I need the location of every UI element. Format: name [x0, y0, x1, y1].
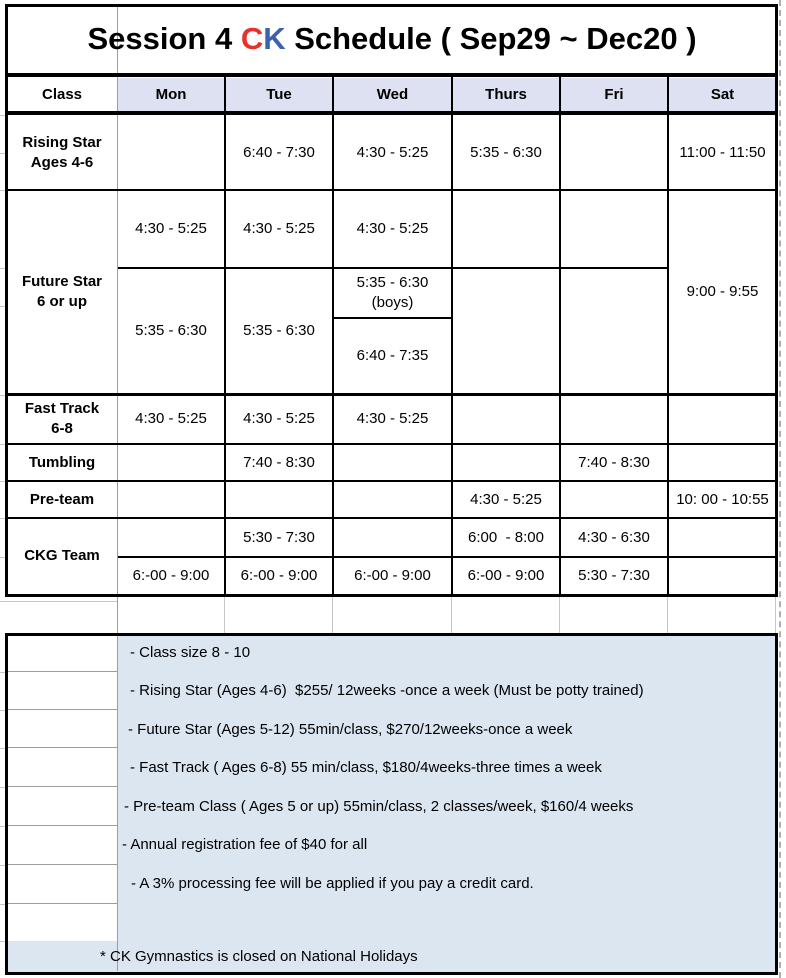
gridline [0, 601, 117, 602]
cell-future-star-late-mon: 5:35 - 6:30 [135, 321, 207, 339]
row-label-line: 6 or up [36, 293, 87, 310]
gridline [667, 597, 668, 633]
column-header-mon: Mon [155, 85, 187, 103]
time-range: 5:35 - 6:30 [356, 273, 429, 291]
row-label-tumbling: Tumbling [28, 453, 96, 471]
column-header-tue: Tue [266, 85, 292, 103]
column-border [559, 77, 561, 594]
note-line: - Rising Star (Ages 4-6) $255/ 12weeks -once a week (Must be potty trained) [130, 682, 644, 699]
column-header-class: Class [41, 85, 83, 103]
title-bottom-border [6, 73, 778, 77]
note-line: - Fast Track ( Ages 6-8) 55 min/class, $180/4weeks-three times a week [130, 759, 602, 776]
page-title [6, 7, 778, 71]
cell-future-star-early-wed: 4:30 - 5:25 [356, 219, 429, 237]
cell-pre-team-thurs: 4:30 - 5:25 [470, 490, 542, 508]
note-line: - Class size 8 - 10 [130, 644, 251, 661]
row-label-pre-team: Pre-team [29, 490, 95, 508]
boys-note: (boys) [371, 293, 414, 311]
cell-ckg-team-row1-fri: 4:30 - 6:30 [578, 528, 650, 546]
note-line: - A 3% processing fee will be applied if you pay a credit card. [131, 875, 534, 892]
cell-rising-star-sat: 11:00 - 11:50 [679, 143, 766, 161]
gridline [224, 597, 225, 633]
note-line: - Future Star (Ages 5-12) 55min/class, $270/12weeks-once a week [128, 721, 573, 738]
row-label-line: Future Star [21, 273, 102, 290]
row-label-line: Ages 4-6 [30, 153, 94, 171]
cell-tumbling-fri: 7:40 - 8:30 [578, 453, 650, 471]
cell-ckg-team-row1-tue: 5:30 - 7:30 [243, 528, 315, 546]
title-letter-c: C [240, 21, 264, 56]
cell-ckg-team-row1-thurs: 6:00 - 8:00 [468, 528, 544, 546]
row-label-line: Rising Star [22, 133, 102, 151]
gridline [332, 597, 333, 633]
note-line: - Annual registration fee of $40 for all [122, 836, 368, 853]
row-label-fast-track [8, 395, 116, 443]
cell-pre-team-sat: 10: 00 - 10:55 [676, 490, 769, 508]
cell-ckg-team-row2-mon: 6:-00 - 9:00 [132, 566, 210, 584]
column-header-fri: Fri [604, 85, 624, 103]
row-label-line: Fast Track [24, 400, 100, 417]
cell-ckg-team-row2-thurs: 6:-00 - 9:00 [467, 566, 545, 584]
cell-fast-track-wed: 4:30 - 5:25 [356, 410, 429, 427]
cell-future-star-wed-late: 6:40 - 7:35 [356, 346, 429, 364]
gridline [775, 597, 776, 633]
row-label-ckg-team: CKG Team [24, 547, 100, 564]
row-label-line: 6-8 [51, 420, 73, 437]
cell-ckg-team-row2-tue: 6:-00 - 9:00 [240, 566, 318, 584]
column-header-sat: Sat [710, 85, 735, 103]
row-label-rising-star [8, 115, 116, 190]
print-area-dashed-line [779, 0, 781, 978]
cell-ckg-team-row2-wed: 6:-00 - 9:00 [354, 566, 431, 584]
gridline [559, 597, 560, 633]
cell-rising-star-thurs: 5:35 - 6:30 [470, 143, 542, 161]
footnote: * CK Gymnastics is closed on National Holidays [100, 948, 418, 965]
cell-future-star-early-tue: 4:30 - 5:25 [243, 219, 315, 237]
cell-tumbling-tue: 7:40 - 8:30 [243, 453, 315, 471]
cell-fast-track-mon: 4:30 - 5:25 [135, 410, 207, 427]
column-header-thurs: Thurs [485, 85, 527, 103]
cell-fast-track-tue: 4:30 - 5:25 [243, 410, 315, 427]
title-text: Schedule ( Sep29 ~ Dec20 ) [285, 21, 697, 56]
cell-future-star-late-tue: 5:35 - 6:30 [243, 321, 315, 339]
cell-rising-star-wed: 4:30 - 5:25 [356, 143, 429, 161]
cell-future-star-wed-boys [334, 268, 451, 317]
cell-future-star-sat: 9:00 - 9:55 [686, 283, 759, 300]
column-header-wed: Wed [376, 85, 409, 103]
note-line: - Pre-team Class ( Ages 5 or up) 55min/class, 2 classes/week, $160/4 weeks [124, 798, 634, 815]
row-label-future-star [8, 190, 116, 394]
cell-rising-star-tue: 6:40 - 7:30 [243, 143, 315, 161]
title-letter-k: K [263, 21, 286, 56]
cell-future-star-early-mon: 4:30 - 5:25 [135, 219, 207, 237]
title-text: Session 4 [87, 21, 241, 56]
gridline [451, 597, 452, 633]
cell-ckg-team-row2-fri: 5:30 - 7:30 [578, 566, 650, 584]
